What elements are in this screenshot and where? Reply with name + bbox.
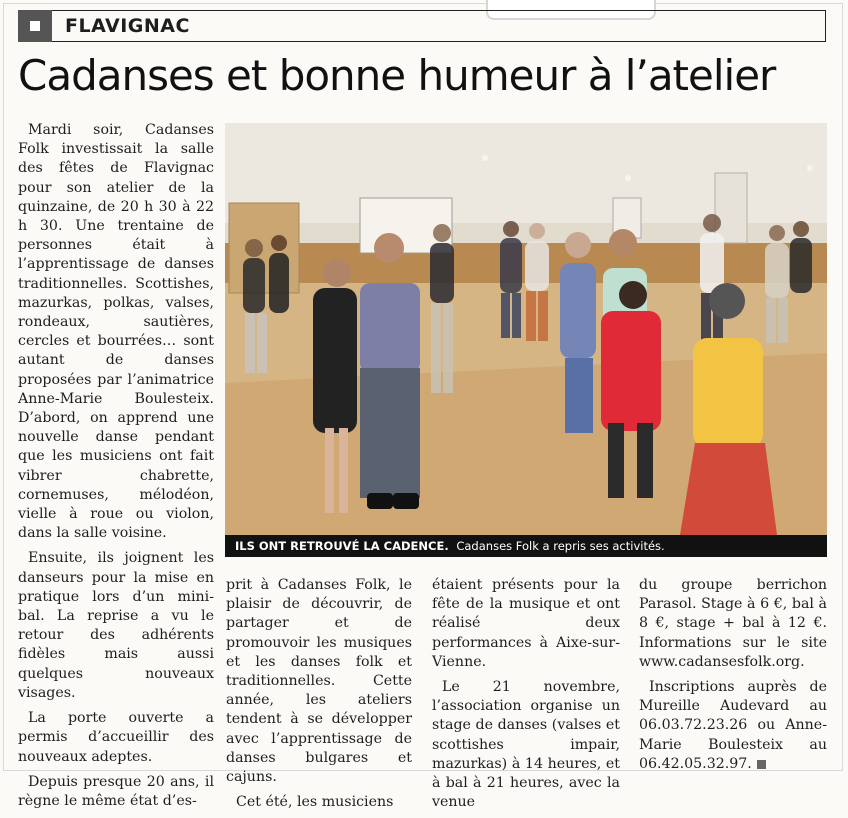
paragraph: La porte ouverte a permis d’accueillir des nouveaux adeptes. <box>18 710 214 765</box>
section-rubric <box>18 10 826 42</box>
rubric-square-icon <box>18 10 52 42</box>
paragraph: Cet été, les musiciens <box>236 794 394 811</box>
photo-caption <box>225 535 827 557</box>
article-column-2 <box>226 576 412 818</box>
paragraph-text: Inscriptions auprès de Mureille Audevard au 06.03.72.23.26 ou Anne-Marie Boulesteix au 06.42.05.32.97. <box>639 679 827 772</box>
dance-hall-photo <box>225 123 827 535</box>
article-column-1 <box>18 121 214 817</box>
paragraph: prit à Cadanses Folk, le plaisir de découvrir, de partager et de promouvoir les musiques et les danses folk et traditionnelles. Cette année, les ateliers tendent à se développer avec l’apprentissage de danses bulgares et cajuns. <box>226 577 412 786</box>
end-of-article-icon <box>757 760 766 769</box>
article-column-3 <box>432 576 620 818</box>
headline: Cadanses et bonne humeur à l’atelier <box>18 51 776 100</box>
caption-text: Cadanses Folk a repris ses activités. <box>456 539 665 553</box>
caption-bold: ILS ONT RETROUVÉ LA CADENCE. <box>235 539 449 553</box>
section-label: FLAVIGNAC <box>65 15 190 37</box>
paragraph: Ensuite, ils joignent les danseurs pour la mise en pratique lors d’un mini-bal. La reprise a vu le retour des adhérents fidèles mais aussi quelques nouveaux visages. <box>18 550 214 701</box>
paragraph: du groupe berrichon Parasol. Stage à 6 €, bal à 8 €, stage + bal à 12 €. Informations sur le site www.cadansesfolk.org. <box>639 577 827 670</box>
paragraph: Depuis presque 20 ans, il règne le même état d’es- <box>18 773 214 809</box>
paragraph-last <box>639 678 827 774</box>
paragraph: Mardi soir, Cadanses Folk investissait la salle des fêtes de Flavignac pour son atelier de la quinzaine, de 20 h 30 à 22 h 30. Une trentaine de personnes était à l’apprentissage de danses traditionnelles. Scottishes, mazurkas, polkas, valses, rondeaux, sautières, cercles et bourrées… sont autant de danses proposées par l’animatrice Anne-Marie Boulesteix. D’abord, on apprend une nouvelle danse pendant que les musiciens ont fait vibrer chabrette, cornemuses, mélodéon, vielle à roue ou violon, dans la salle voisine. <box>18 122 214 542</box>
paragraph: étaient présents pour la fête de la musique et ont réalisé deux performances à Aixe-sur-Vienne. <box>432 577 620 670</box>
paragraph: Le 21 novembre, l’association organise un stage de danses (valses et scottishes impair, mazurkas) à 14 heures, et à bal à 21 heures, avec la venue <box>432 679 620 811</box>
article-column-4 <box>639 576 827 780</box>
